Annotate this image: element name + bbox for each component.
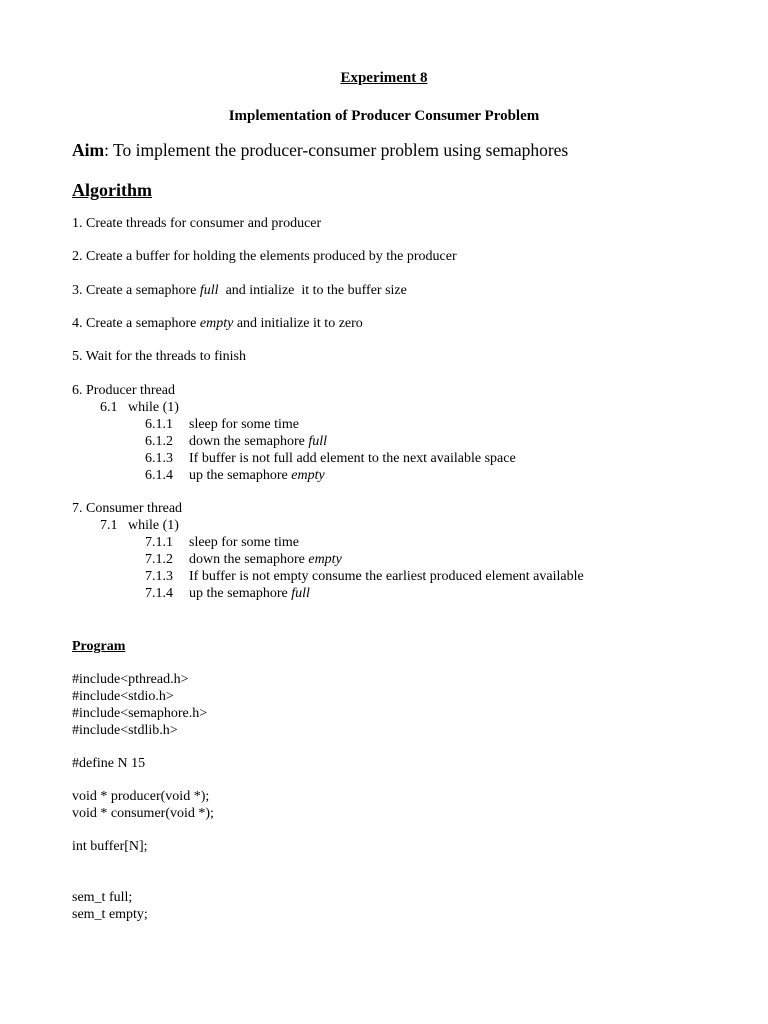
code-line: int buffer[N];: [72, 839, 148, 854]
algorithm-step-2: 2. Create a buffer for holding the elements produced by the producer: [72, 249, 457, 264]
code-line: #include<pthread.h>: [72, 672, 189, 687]
document-subtitle: Implementation of Producer Consumer Problem: [228, 108, 540, 124]
consumer-heading: 7. Consumer thread: [72, 501, 183, 516]
aim-label: Aim: [72, 140, 105, 160]
code-line: #include<stdio.h>: [72, 689, 174, 704]
algorithm-step-1: 1. Create threads for consumer and producer: [72, 216, 322, 231]
producer-loop: 6.1 while (1): [100, 400, 179, 415]
producer-substep: 6.1.3 If buffer is not full add element to the next available space: [145, 451, 516, 466]
algorithm-step-4: 4. Create a semaphore empty and initialize it to zero: [72, 316, 363, 331]
producer-heading: 6. Producer thread: [72, 383, 176, 398]
code-line: void * consumer(void *);: [72, 806, 214, 821]
aim-text: : To implement the producer-consumer problem using semaphores: [104, 140, 569, 160]
producer-substep: 6.1.4 up the semaphore empty: [145, 468, 325, 483]
algorithm-step-3: 3. Create a semaphore full and intialize it to the buffer size: [72, 283, 407, 298]
consumer-substep: 7.1.2 down the semaphore empty: [145, 552, 342, 567]
consumer-loop: 7.1 while (1): [100, 518, 179, 533]
consumer-substep: 7.1.3 If buffer is not empty consume the earliest produced element available: [145, 569, 584, 584]
consumer-substep: 7.1.4 up the semaphore full: [145, 586, 310, 601]
code-line: #define N 15: [72, 756, 146, 771]
code-line: #include<semaphore.h>: [72, 706, 208, 721]
aim-line: [72, 140, 568, 161]
code-line: #include<stdlib.h>: [72, 723, 178, 738]
program-heading: Program: [72, 639, 126, 654]
consumer-substep: 7.1.1 sleep for some time: [145, 535, 300, 550]
algorithm-step-5: 5. Wait for the threads to finish: [72, 349, 246, 364]
algorithm-heading: Algorithm: [72, 180, 152, 200]
code-line: void * producer(void *);: [72, 789, 210, 804]
producer-substep: 6.1.2 down the semaphore full: [145, 434, 328, 449]
code-line: sem_t empty;: [72, 907, 148, 922]
document-title: Experiment 8: [340, 70, 428, 86]
producer-substep: 6.1.1 sleep for some time: [145, 417, 300, 432]
code-line: sem_t full;: [72, 890, 133, 905]
